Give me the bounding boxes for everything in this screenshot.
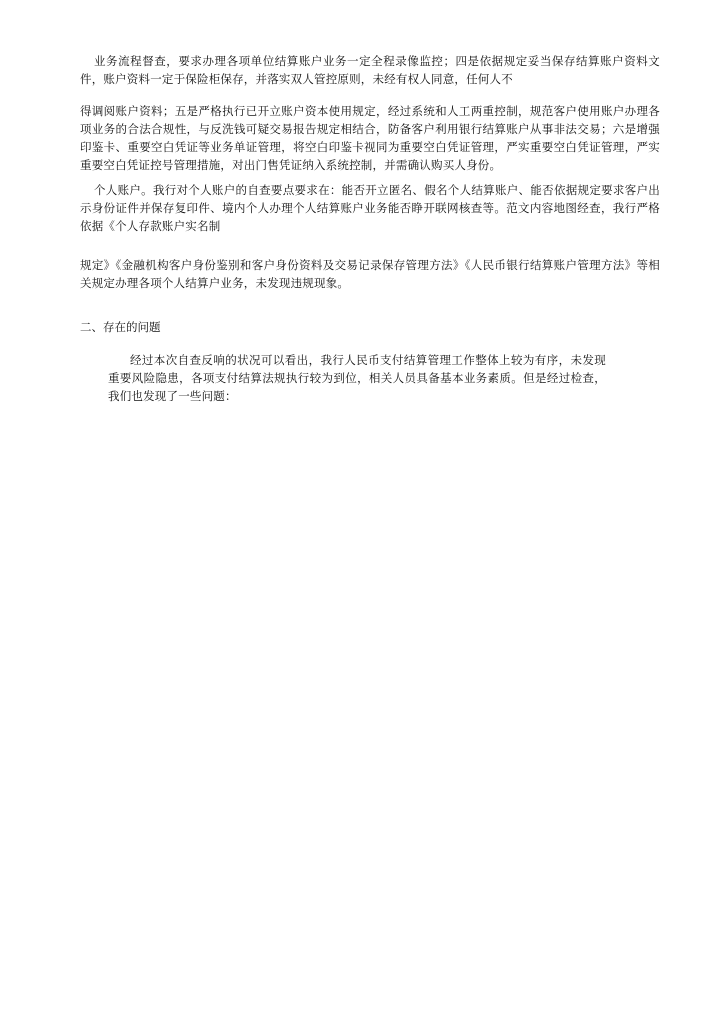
paragraph-account-data-access: 得调阅账户资料；五是严格执行已开立账户资本使用规定，经过系统和人工两重控制，规范客户使用账户办理各项业务的合法合规性，与反洗钱可疑交易报告规定相结合，防备客户利用银行结算账户从事非法交易；六是增强印鉴卡、重要空白凭证等业务单证管理，将空白印鉴卡视同为重要空白凭证管理，严实重要空白凭证管理，严实重要空白凭证控号管理措施，对出门售凭证纳入系统控制，并需确认购买人身份。 [80,104,660,172]
paragraph-settlement-process: 业务流程督查，要求办理各项单位结算账户业务一定全程录像监控；四是依据规定妥当保存结算账户资料文件，账户资料一定于保险柜保存，并落实双人管控原则，未经有权人同意，任何人不 [80,54,660,86]
paragraph-regulations: 规定》《金融机构客户身份鉴别和客户身份资料及交易记录保存管理方法》《人民币银行结算账户管理方法》等相关规定办理各项个人结算户业务，未发现违规现象。 [80,258,660,290]
paragraph-conclusion: 经过本次自查反响的状况可以看出，我行人民币支付结算管理工作整体上较为有序，未发现重要风险隐患，各项支付结算法规执行较为到位，相关人员具备基本业务素质。但是经过检查，我们也发现了一些问题： [108,353,606,403]
paragraph-personal-accounts: 个人账户。我行对个人账户的自查要点要求在：能否开立匿名、假名个人结算账户、能否依据规定要求客户出示身份证件并保存复印件、境内个人办理个人结算账户业务能否睁开联网核查等。范文内容地图经查，我行严格依据《个人存款账户实名制 [80,183,660,233]
section-heading: 二、存在的问题 [80,320,161,334]
